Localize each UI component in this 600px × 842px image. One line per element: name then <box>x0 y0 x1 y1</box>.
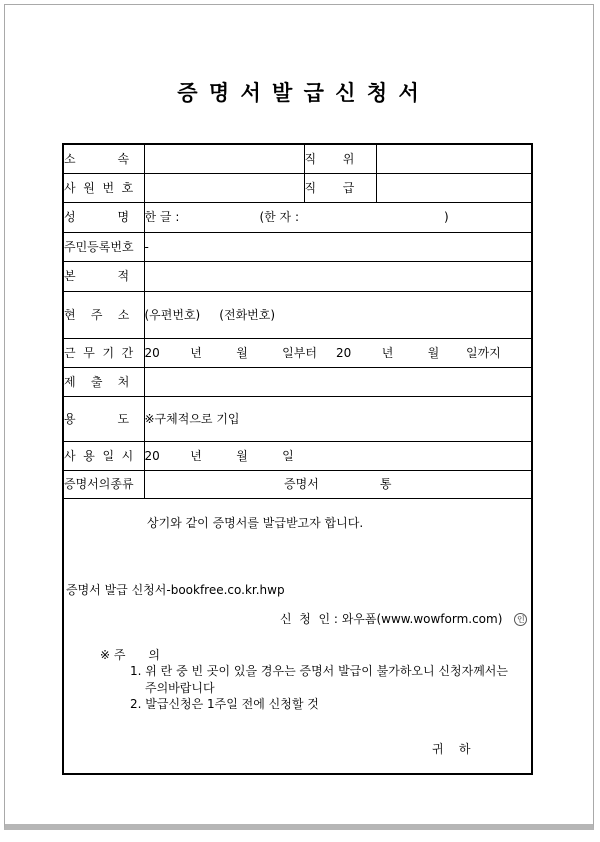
employee-no-value-cell <box>144 173 304 202</box>
recipient-text: 귀 하 <box>432 741 471 756</box>
name-label: 성 명 <box>63 202 144 232</box>
row-footer <box>63 498 532 774</box>
purpose-label: 용 도 <box>63 396 144 441</box>
applicant-text: 신 청 인 : 와우폼(www.wowform.com) <box>280 611 503 626</box>
document-page <box>4 4 594 830</box>
rank-value-cell <box>376 173 532 202</box>
submit-to-label: 제 출 처 <box>63 367 144 396</box>
row-name <box>63 202 532 232</box>
address-value-cell: (우편번호) (전화번호) <box>144 291 532 338</box>
row-use-date <box>63 441 532 470</box>
row-employee-rank <box>63 173 532 202</box>
statement-text: 상기와 같이 증명서를 발급받고자 합니다. <box>147 515 364 530</box>
seal-stamp-icon: 인 <box>514 613 527 626</box>
rank-label: 직 급 <box>304 173 376 202</box>
filename-text: 증명서 발급 신청서-bookfree.co.kr.hwp <box>66 582 285 597</box>
affiliation-value-cell <box>144 144 304 173</box>
resident-no-value-cell: - <box>144 232 532 261</box>
use-date-label: 사 용 일 시 <box>63 441 144 470</box>
position-value-cell <box>376 144 532 173</box>
applicant-line <box>280 612 527 626</box>
note-1-line-1: 1. 위 란 중 빈 곳이 있을 경우는 증명서 발급이 불가하오니 신청자께서는 <box>130 663 508 678</box>
domicile-label: 본 적 <box>63 261 144 291</box>
row-work-period <box>63 338 532 367</box>
cert-type-label: 증명서의종류 <box>63 470 144 498</box>
application-form-table <box>62 143 533 775</box>
work-period-value-cell: 20 년 월 일부터 20 년 월 일까지 <box>144 338 532 367</box>
work-period-label: 근 무 기 간 <box>63 338 144 367</box>
row-affiliation-position <box>63 144 532 173</box>
submit-to-value-cell <box>144 367 532 396</box>
domicile-value-cell <box>144 261 532 291</box>
row-resident-no <box>63 232 532 261</box>
cert-type-value-cell: 증명서 통 <box>144 470 532 498</box>
purpose-value-cell: ※구체적으로 기입 <box>144 396 532 441</box>
employee-no-label: 사 원 번 호 <box>63 173 144 202</box>
note-2: 2. 발급신청은 1주일 전에 신청할 것 <box>130 696 319 711</box>
notes-title: ※ 주 의 <box>100 647 160 662</box>
position-label: 직 위 <box>304 144 376 173</box>
affiliation-label: 소 속 <box>63 144 144 173</box>
row-address <box>63 291 532 338</box>
name-value-cell: 한 글 : (한 자 : ) <box>144 202 532 232</box>
address-label: 현 주 소 <box>63 291 144 338</box>
row-domicile <box>63 261 532 291</box>
row-cert-type <box>63 470 532 498</box>
footer-cell <box>63 498 532 774</box>
page-title: 증 명 서 발 급 신 청 서 <box>177 81 421 105</box>
row-submit-to <box>63 367 532 396</box>
use-date-value-cell: 20 년 월 일 <box>144 441 532 470</box>
note-1-line-2: 주의바랍니다 <box>145 680 215 695</box>
row-purpose <box>63 396 532 441</box>
resident-no-label: 주민등록번호 <box>63 232 144 261</box>
